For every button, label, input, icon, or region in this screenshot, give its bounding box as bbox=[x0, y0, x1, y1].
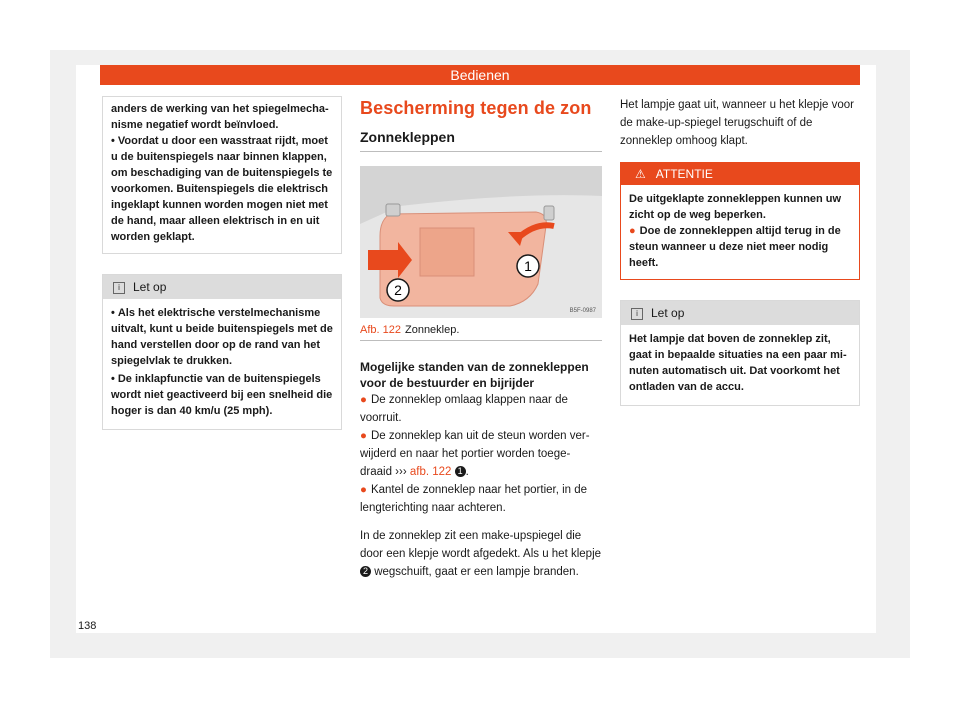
left-column bbox=[102, 96, 342, 430]
list-item-text: De zonneklep kan uit de steun worden ver-wijderd en naar het portier worden toege-draaid bbox=[360, 430, 590, 478]
right-column bbox=[620, 96, 860, 406]
reference-arrow: ››› bbox=[395, 466, 407, 478]
info-icon: i bbox=[113, 282, 125, 294]
warning-title: ATTENTIE bbox=[655, 167, 713, 181]
mirror-paragraph bbox=[360, 527, 602, 581]
list-item bbox=[360, 391, 602, 427]
list-item bbox=[360, 427, 602, 481]
figure-caption-text: Zonneklep. bbox=[404, 324, 460, 336]
continued-warning-text bbox=[102, 96, 342, 254]
warning-paragraph: De uitgeklapte zonnekleppen kunnen uw zicht op de weg beperken. bbox=[629, 193, 842, 221]
middle-column bbox=[360, 96, 602, 581]
note-item bbox=[111, 305, 333, 369]
bullet-icon: • bbox=[111, 373, 115, 385]
warning-body bbox=[621, 185, 859, 279]
figure-reference-link[interactable]: afb. 122 bbox=[409, 466, 452, 478]
note-body bbox=[103, 299, 341, 429]
bullet-icon: • bbox=[111, 135, 115, 147]
note-title: Let op bbox=[133, 280, 167, 294]
warning-header bbox=[621, 163, 859, 185]
bullet-icon: ● bbox=[360, 430, 367, 442]
intro-paragraph: Het lampje gaat uit, wanneer u het klepje voor de make-up-spiegel terugschuift of de zonneklep omhoog klapt. bbox=[620, 99, 854, 147]
paragraph-text: wegschuift, gaat er een lampje branden. bbox=[374, 566, 579, 578]
sun-visor-figure bbox=[360, 166, 602, 318]
continued-paragraph: anders de werking van het spiegelmecha-nisme negatief wordt beïnvloed. bbox=[111, 103, 329, 131]
subsection-title: Zonnekleppen bbox=[360, 129, 602, 152]
figure-code: B5F-0987 bbox=[569, 308, 596, 314]
list-item bbox=[360, 481, 602, 517]
section-title: Bescherming tegen de zon bbox=[360, 98, 592, 118]
warning-item bbox=[629, 223, 851, 271]
warning-item-text: Doe de zonnekleppen altijd terug in de steun wanneer u deze niet meer nodig heeft. bbox=[629, 225, 841, 269]
positions-list bbox=[360, 391, 602, 581]
list-item-text: De zonneklep omlaag klappen naar de voorruit. bbox=[360, 394, 568, 424]
figure-label: Afb. 122 bbox=[360, 324, 401, 336]
note-header bbox=[621, 301, 859, 325]
callout-2: 2 bbox=[394, 282, 402, 298]
callout-badge: 2 bbox=[360, 566, 371, 577]
note-paragraph: Het lampje dat boven de zonneklep zit, gaat in bepaalde situaties na een paar mi-nuten automatisch uit. Dat voorkomt het ontladen van de accu. bbox=[629, 333, 847, 393]
list-item-text: Kantel de zonneklep naar het portier, in de lengterichting naar achteren. bbox=[360, 484, 588, 514]
warning-triangle-icon: ⚠ bbox=[635, 167, 646, 181]
figure-caption bbox=[360, 324, 602, 336]
note-title: Let op bbox=[651, 306, 685, 320]
bullet-icon: ● bbox=[360, 394, 367, 406]
list-heading: Mogelijke standen van de zonnekleppen voor de bestuurder en bijrijder bbox=[360, 360, 589, 390]
note-item-text: De inklapfunctie van de buitenspiegels wordt niet geactiveerd bij een snelheid die hoger is dan 40 km/u (25 mph). bbox=[111, 373, 333, 417]
bullet-icon: ● bbox=[629, 225, 636, 237]
note-box-right bbox=[620, 300, 860, 406]
caption-divider bbox=[360, 340, 602, 341]
info-icon: i bbox=[631, 308, 643, 320]
bullet-icon: ● bbox=[360, 484, 367, 496]
note-body bbox=[621, 325, 859, 405]
callout-1: 1 bbox=[524, 258, 532, 274]
note-item-text: Als het elektrische verstelmechanisme uitvalt, kunt u beide buitenspiegels met de hand verstellen door op de rand van het spiegelvlak te drukken. bbox=[111, 307, 333, 367]
callout-badge: 1 bbox=[455, 466, 466, 477]
warning-box bbox=[620, 162, 860, 280]
section-header: Bedienen bbox=[100, 65, 860, 85]
sun-visor-illustration bbox=[360, 166, 602, 318]
sentence-end: . bbox=[465, 466, 469, 478]
note-header bbox=[103, 275, 341, 299]
continued-bullet-text: Voordat u door een wasstraat rijdt, moet u de buitenspiegels naar binnen klappen, om beschadiging van de buitenspiegels te voorkomen. Buitenspiegels die elektrisch ingeklapt kunnen worden mogen niet met de hand, maar alleen elektrisch in en uit worden geklapt. bbox=[111, 135, 333, 243]
note-box-left bbox=[102, 274, 342, 430]
continued-bullet bbox=[111, 133, 333, 245]
paragraph-text: In de zonneklep zit een make-upspiegel die door een klepje wordt afgedekt. Als u het klepje bbox=[360, 530, 602, 560]
bullet-icon: • bbox=[111, 307, 115, 319]
note-item bbox=[111, 371, 333, 419]
page-number: 138 bbox=[78, 620, 97, 632]
